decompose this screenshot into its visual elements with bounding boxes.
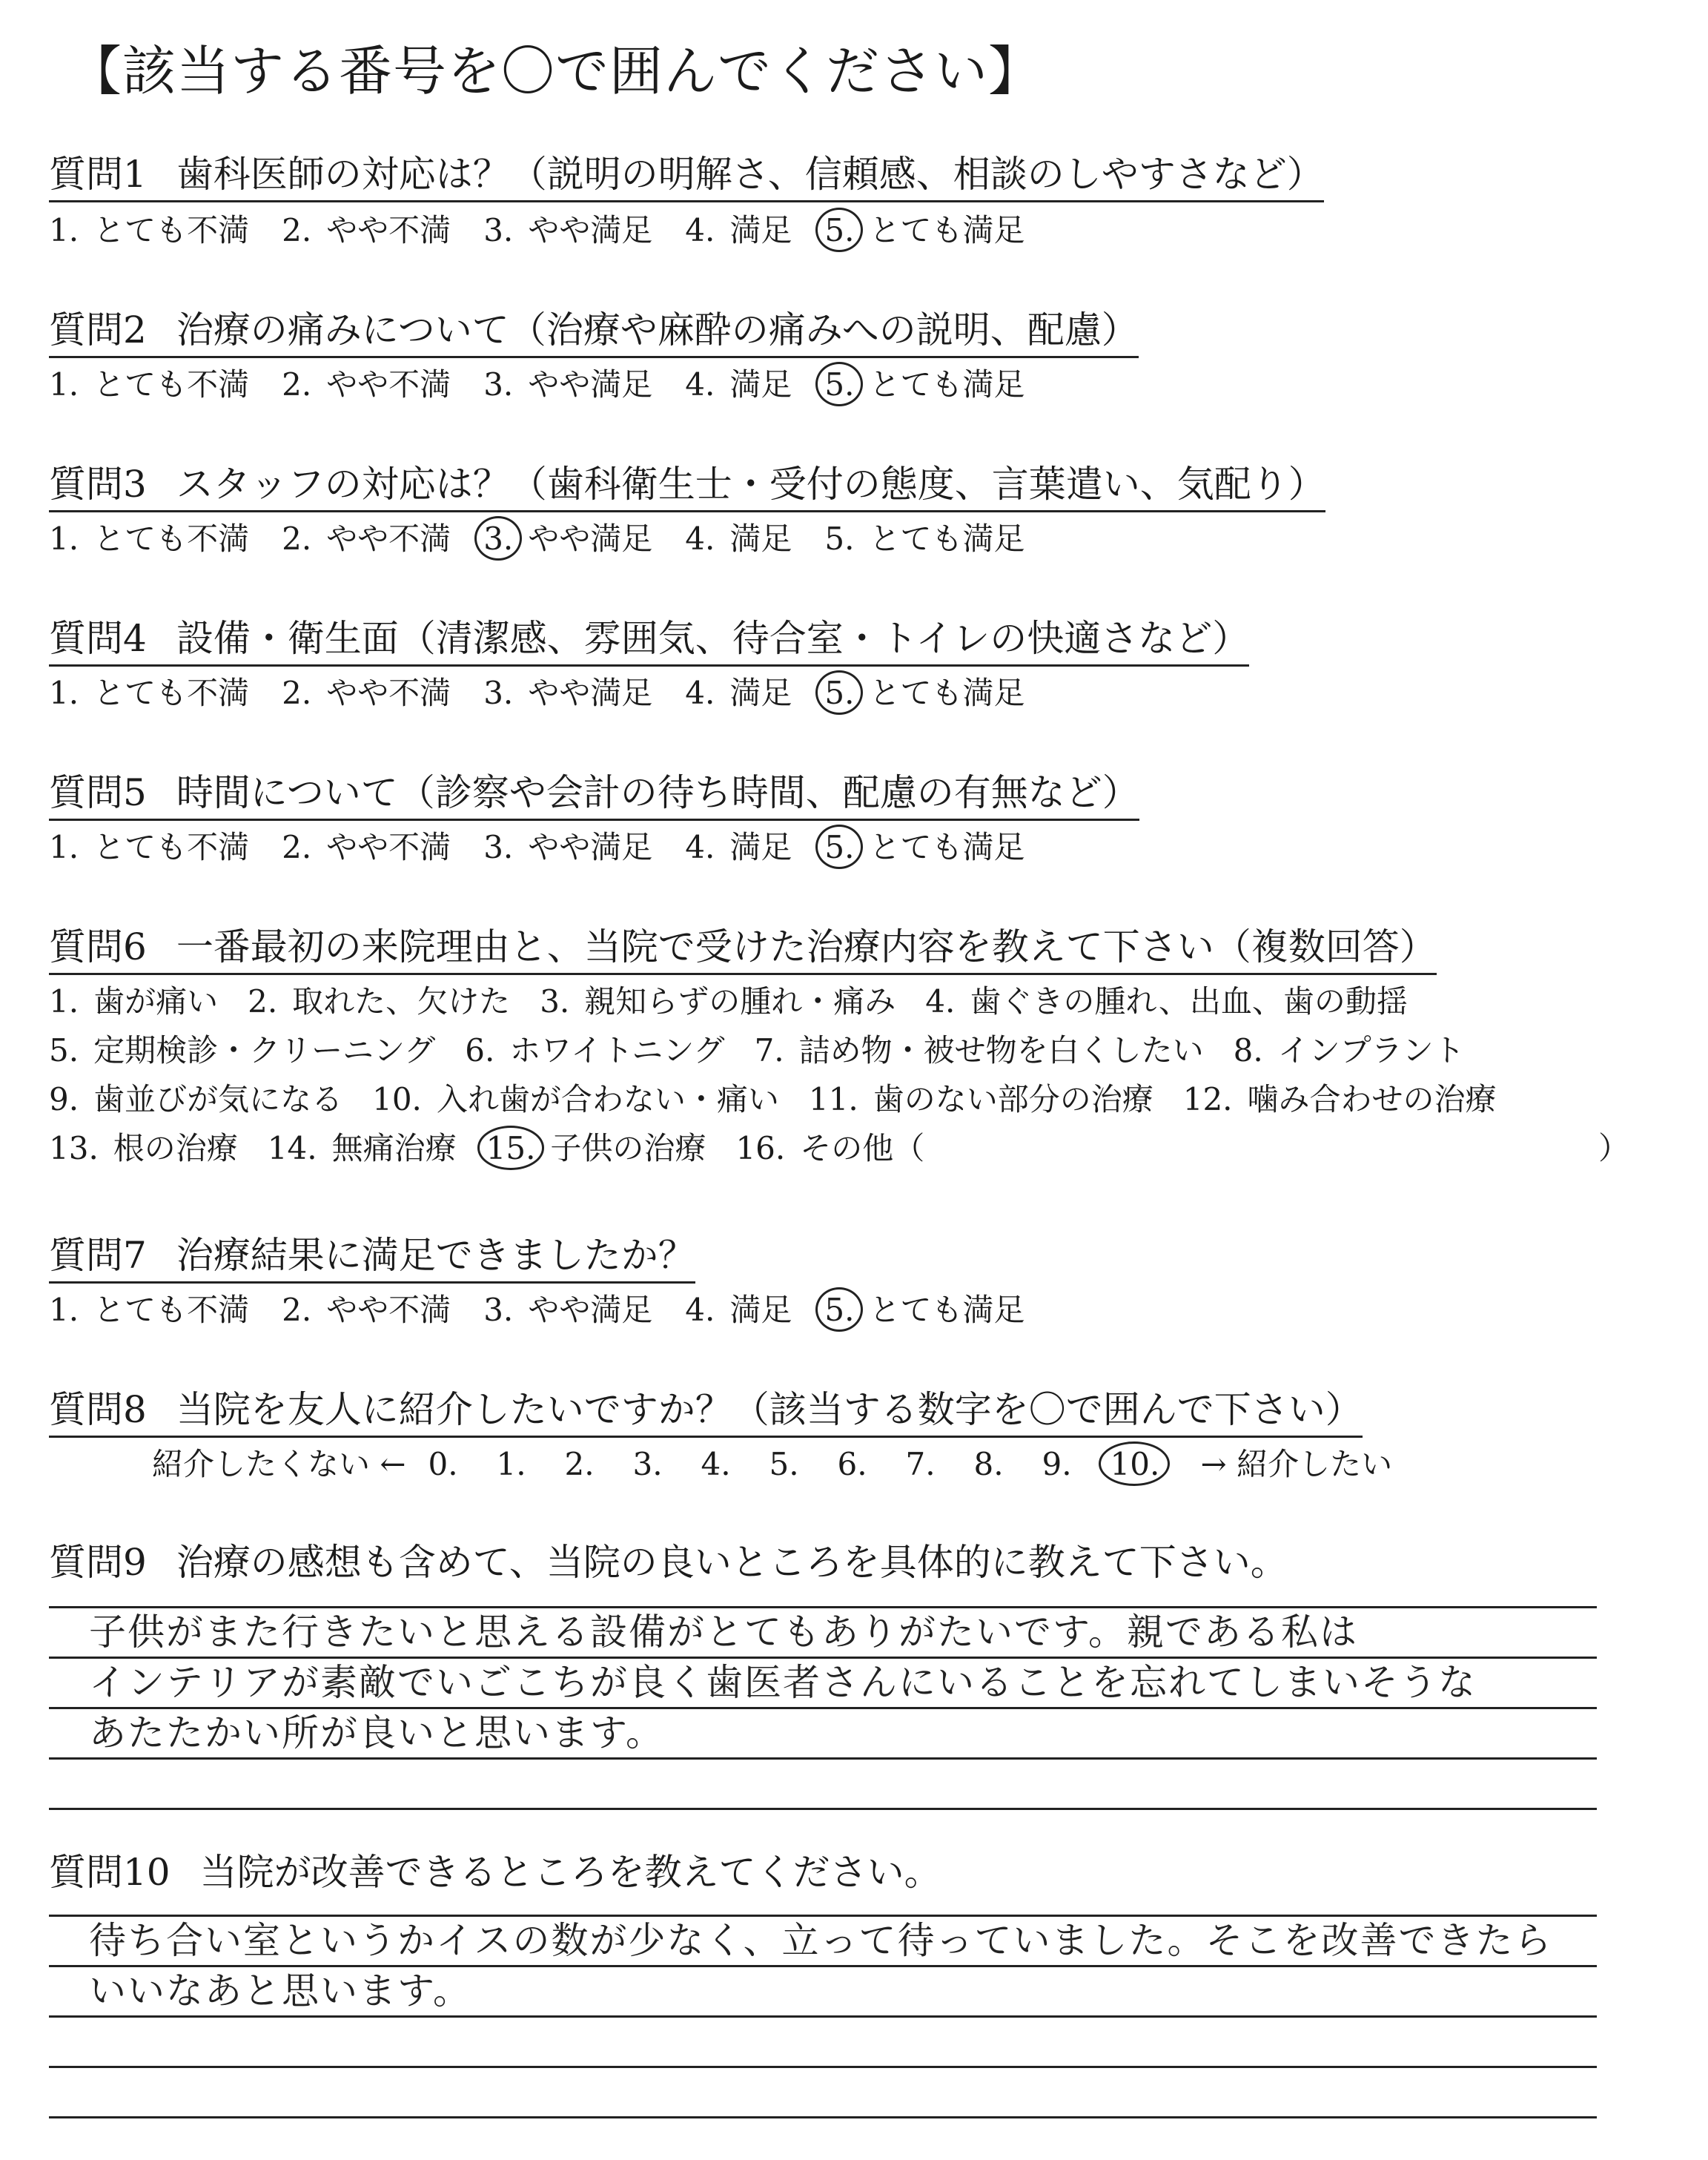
reason-option bbox=[49, 1081, 343, 1117]
option-label: 子供の治療 bbox=[550, 1130, 706, 1166]
rating-option bbox=[483, 212, 653, 248]
option-number: 3. bbox=[483, 829, 514, 865]
question-7-options bbox=[49, 1292, 1057, 1328]
question-8-title bbox=[49, 1388, 1363, 1438]
option-number: 12. bbox=[1182, 1081, 1233, 1117]
rating-option bbox=[49, 675, 250, 711]
option-label: 満足 bbox=[729, 1292, 792, 1328]
rating-option bbox=[282, 1292, 451, 1328]
answer-rule-line bbox=[49, 1707, 1597, 1709]
option-row bbox=[49, 983, 1650, 1020]
reason-option bbox=[372, 1081, 779, 1117]
scale-right-label: → 紹介したい bbox=[1200, 1446, 1393, 1482]
option-label: 満足 bbox=[729, 212, 792, 248]
question-1-options bbox=[49, 212, 1057, 248]
question-text: 治療の感想も含めて、当院の良いところを具体的に教えて下さい。 bbox=[176, 1541, 1288, 1584]
question-7-title bbox=[49, 1234, 695, 1284]
question-number: 質問6 bbox=[49, 925, 147, 968]
option-number: 4. bbox=[685, 521, 715, 557]
answer-rule-line bbox=[49, 2066, 1597, 2068]
reason-option bbox=[49, 983, 219, 1020]
option-number: 2. bbox=[282, 829, 312, 865]
option-number: 2. bbox=[282, 521, 312, 557]
question-2-options bbox=[49, 366, 1057, 403]
reason-option bbox=[754, 1032, 1204, 1069]
option-label: とても不満 bbox=[93, 1292, 250, 1328]
answer-rule-line bbox=[49, 1657, 1597, 1659]
answer-rule-line bbox=[49, 1808, 1597, 1810]
rating-option bbox=[49, 366, 250, 403]
option-label: やや満足 bbox=[528, 829, 653, 865]
option-number: 4. bbox=[685, 212, 715, 248]
rating-option bbox=[685, 1292, 792, 1328]
option-label: 親知らずの腫れ・痛み bbox=[584, 983, 896, 1020]
option-label: 歯のない部分の治療 bbox=[873, 1081, 1153, 1117]
option-row bbox=[49, 1032, 1650, 1069]
reason-option bbox=[49, 1130, 238, 1166]
option-label: 根の治療 bbox=[113, 1130, 238, 1166]
answer-rule-line bbox=[49, 2116, 1597, 2118]
rating-option bbox=[49, 521, 250, 557]
option-label: 満足 bbox=[729, 521, 792, 557]
other-close-paren: ） bbox=[1598, 1130, 1630, 1166]
option-label: やや満足 bbox=[528, 521, 653, 557]
option-number: 1. bbox=[49, 212, 79, 248]
option-number: 4. bbox=[685, 675, 715, 711]
option-number: 5. bbox=[824, 366, 855, 403]
reason-option bbox=[267, 1130, 457, 1166]
option-number: 2. bbox=[282, 212, 312, 248]
option-label: やや満足 bbox=[528, 366, 653, 403]
question-number: 質問3 bbox=[49, 463, 147, 506]
option-label: ホワイトニング bbox=[509, 1032, 725, 1069]
question-number: 質問8 bbox=[49, 1388, 147, 1431]
option-number: 1. bbox=[49, 829, 79, 865]
option-label: 噛み合わせの治療 bbox=[1247, 1081, 1497, 1117]
option-label: 定期検診・クリーニング bbox=[93, 1032, 436, 1069]
reason-option bbox=[248, 983, 511, 1020]
option-label: やや不満 bbox=[326, 212, 451, 248]
reason-option bbox=[465, 1032, 725, 1069]
option-row bbox=[49, 1130, 1650, 1166]
option-number: 5. bbox=[824, 1292, 855, 1328]
option-label: やや不満 bbox=[326, 1292, 451, 1328]
scale-number: 10. bbox=[1110, 1449, 1179, 1480]
rating-option bbox=[483, 675, 653, 711]
rating-option bbox=[49, 829, 250, 865]
rating-option bbox=[685, 675, 792, 711]
question-number: 質問5 bbox=[49, 771, 147, 814]
option-label: やや不満 bbox=[326, 366, 451, 403]
reason-option bbox=[540, 983, 896, 1020]
question-5-options bbox=[49, 829, 1057, 865]
option-label: とても満足 bbox=[869, 366, 1025, 403]
rating-option bbox=[685, 829, 792, 865]
question-number: 質問2 bbox=[49, 308, 147, 351]
option-label: 満足 bbox=[729, 829, 792, 865]
option-number: 5. bbox=[824, 675, 855, 711]
option-number: 5. bbox=[824, 212, 855, 248]
scale-number: 6. bbox=[837, 1446, 867, 1482]
option-label: 入れ歯が合わない・痛い bbox=[436, 1081, 779, 1117]
reason-option bbox=[925, 983, 1408, 1020]
option-number: 13. bbox=[49, 1130, 99, 1166]
option-number: 3. bbox=[483, 212, 514, 248]
option-number: 9. bbox=[49, 1081, 79, 1117]
option-number: 2. bbox=[282, 1292, 312, 1328]
option-label: とても不満 bbox=[93, 366, 250, 403]
option-number: 4. bbox=[685, 366, 715, 403]
reason-option bbox=[735, 1130, 925, 1166]
scale-number: 3. bbox=[632, 1446, 663, 1482]
option-label: とても満足 bbox=[869, 675, 1025, 711]
handwritten-answer-line: いいなあと思います。 bbox=[89, 1969, 471, 2012]
question-text: 治療結果に満足できましたか？ bbox=[176, 1234, 695, 1277]
rating-option bbox=[483, 829, 653, 865]
rating-option bbox=[49, 212, 250, 248]
handwritten-answer-line: あたたかい所が良いと思います。 bbox=[89, 1711, 664, 1754]
scale-number: 0. bbox=[428, 1446, 458, 1482]
scale-left-label: 紹介したくない ← bbox=[152, 1446, 406, 1482]
scale-number: 7. bbox=[905, 1446, 936, 1482]
reason-option bbox=[808, 1081, 1153, 1117]
option-number: 4. bbox=[925, 983, 956, 1020]
question-number: 質問4 bbox=[49, 617, 147, 660]
option-label: 歯ぐきの腫れ、出血、歯の動揺 bbox=[970, 983, 1408, 1020]
option-label: 詰め物・被せ物を白くしたい bbox=[798, 1032, 1204, 1069]
option-label: とても不満 bbox=[93, 212, 250, 248]
handwritten-answer-line: 待ち合い室というかイスの数が少なく、立って待っていました。そこを改善できたら bbox=[89, 1919, 1553, 1962]
handwritten-answer-line: インテリアが素敵でいごこちが良く歯医者さんにいることを忘れてしまいそうな bbox=[89, 1661, 1477, 1704]
question-4-options bbox=[49, 675, 1057, 711]
question-10-title bbox=[49, 1851, 941, 1898]
scale-number: 8. bbox=[973, 1446, 1004, 1482]
option-label: とても不満 bbox=[93, 829, 250, 865]
option-number: 2. bbox=[248, 983, 278, 1020]
question-2-title bbox=[49, 308, 1139, 358]
question-text: 一番最初の来院理由と、当院で受けた治療内容を教えて下さい（複数回答） bbox=[176, 925, 1437, 968]
option-number: 5. bbox=[824, 829, 855, 865]
option-number: 3. bbox=[483, 1292, 514, 1328]
option-number: 7. bbox=[754, 1032, 784, 1069]
option-number: 5. bbox=[824, 521, 855, 557]
option-number: 5. bbox=[49, 1032, 79, 1069]
question-text: 当院を友人に紹介したいですか？（該当する数字を〇で囲んで下さい） bbox=[176, 1388, 1363, 1431]
option-label: とても不満 bbox=[93, 521, 250, 557]
option-number: 6. bbox=[465, 1032, 495, 1069]
question-6-title bbox=[49, 925, 1437, 975]
option-label: 取れた、欠けた bbox=[292, 983, 511, 1020]
rating-option bbox=[282, 675, 451, 711]
rating-option bbox=[483, 521, 653, 557]
option-label: とても満足 bbox=[869, 829, 1025, 865]
option-number: 2. bbox=[282, 366, 312, 403]
page-heading: 【該当する番号を〇で囲んでください】 bbox=[68, 40, 1043, 102]
answer-rule-line bbox=[49, 1757, 1597, 1760]
rating-option bbox=[685, 366, 792, 403]
question-5-title bbox=[49, 771, 1139, 821]
option-label: とても不満 bbox=[93, 675, 250, 711]
question-1-title bbox=[49, 153, 1324, 202]
rating-option bbox=[282, 366, 451, 403]
question-text: スタッフの対応は？（歯科衛生士・受付の態度、言葉遣い、気配り） bbox=[176, 463, 1325, 506]
question-3-options bbox=[49, 521, 1057, 557]
question-4-title bbox=[49, 617, 1250, 667]
rating-option bbox=[824, 366, 1025, 403]
answer-rule-line bbox=[49, 1606, 1597, 1608]
option-number: 3. bbox=[483, 521, 514, 557]
option-label: 満足 bbox=[729, 366, 792, 403]
rating-option bbox=[282, 521, 451, 557]
answer-rule-line bbox=[49, 1965, 1597, 1967]
option-label: やや不満 bbox=[326, 675, 451, 711]
option-number: 3. bbox=[483, 366, 514, 403]
reason-option bbox=[1182, 1081, 1497, 1117]
question-text: 設備・衛生面（清潔感、雰囲気、待合室・トイレの快適さなど） bbox=[176, 617, 1250, 660]
question-number: 質問7 bbox=[49, 1234, 147, 1277]
rating-option bbox=[824, 675, 1025, 711]
answer-rule-line bbox=[49, 2015, 1597, 2018]
option-row bbox=[49, 1081, 1650, 1117]
scale-number: 4. bbox=[701, 1446, 731, 1482]
option-label: とても満足 bbox=[869, 212, 1025, 248]
question-number: 質問1 bbox=[49, 153, 147, 196]
rating-option bbox=[483, 366, 653, 403]
option-number: 1. bbox=[49, 983, 79, 1020]
rating-option bbox=[824, 1292, 1025, 1328]
option-number: 4. bbox=[685, 1292, 715, 1328]
rating-option bbox=[824, 212, 1025, 248]
option-label: やや満足 bbox=[528, 675, 653, 711]
option-number: 15. bbox=[486, 1130, 536, 1166]
rating-option bbox=[685, 212, 792, 248]
rating-option bbox=[282, 829, 451, 865]
option-label: とても満足 bbox=[869, 521, 1025, 557]
question-number: 質問9 bbox=[49, 1541, 147, 1584]
reason-option bbox=[1233, 1032, 1465, 1069]
option-label: その他（ bbox=[800, 1130, 925, 1166]
scale-number: 5. bbox=[769, 1446, 799, 1482]
option-label: やや不満 bbox=[326, 521, 451, 557]
handwritten-answer-line: 子供がまた行きたいと思える設備がとてもありがたいです。親である私は bbox=[89, 1611, 1358, 1654]
option-number: 3. bbox=[483, 675, 514, 711]
rating-option bbox=[685, 521, 792, 557]
option-label: 歯が痛い bbox=[93, 983, 219, 1020]
option-label: 無痛治療 bbox=[331, 1130, 457, 1166]
reason-option bbox=[486, 1130, 706, 1166]
option-label: 歯並びが気になる bbox=[93, 1081, 343, 1117]
option-number: 4. bbox=[685, 829, 715, 865]
option-label: 満足 bbox=[729, 675, 792, 711]
option-label: やや不満 bbox=[326, 829, 451, 865]
question-text: 当院が改善できるところを教えてください。 bbox=[199, 1851, 941, 1894]
option-number: 1. bbox=[49, 521, 79, 557]
scale-number: 1. bbox=[496, 1446, 526, 1482]
answer-rule-line bbox=[49, 1915, 1597, 1917]
option-number: 10. bbox=[372, 1081, 422, 1117]
rating-option bbox=[49, 1292, 250, 1328]
option-number: 2. bbox=[282, 675, 312, 711]
question-text: 時間について（診察や会計の待ち時間、配慮の有無など） bbox=[176, 771, 1139, 814]
option-number: 1. bbox=[49, 675, 79, 711]
option-number: 11. bbox=[808, 1081, 858, 1117]
option-label: やや満足 bbox=[528, 212, 653, 248]
rating-option bbox=[282, 212, 451, 248]
option-number: 1. bbox=[49, 1292, 79, 1328]
rating-option bbox=[824, 521, 1025, 557]
option-number: 3. bbox=[540, 983, 570, 1020]
question-6-options bbox=[49, 983, 1650, 1182]
scale-number: 2. bbox=[564, 1446, 595, 1482]
reason-option bbox=[49, 1032, 436, 1069]
option-number: 14. bbox=[267, 1130, 317, 1166]
option-label: インプラント bbox=[1277, 1032, 1465, 1069]
scale-number: 9. bbox=[1042, 1446, 1072, 1482]
option-number: 8. bbox=[1233, 1032, 1263, 1069]
option-label: やや満足 bbox=[528, 1292, 653, 1328]
question-8-scale bbox=[152, 1446, 1393, 1482]
option-number: 1. bbox=[49, 366, 79, 403]
question-text: 歯科医師の対応は？（説明の明解さ、信頼感、相談のしやすさなど） bbox=[176, 153, 1324, 196]
question-text: 治療の痛みについて（治療や麻酔の痛みへの説明、配慮） bbox=[176, 308, 1139, 351]
option-number: 16. bbox=[735, 1130, 786, 1166]
rating-option bbox=[824, 829, 1025, 865]
rating-option bbox=[483, 1292, 653, 1328]
question-3-title bbox=[49, 463, 1325, 512]
option-label: とても満足 bbox=[869, 1292, 1025, 1328]
question-9-title bbox=[49, 1541, 1288, 1588]
question-number: 質問10 bbox=[49, 1851, 171, 1894]
